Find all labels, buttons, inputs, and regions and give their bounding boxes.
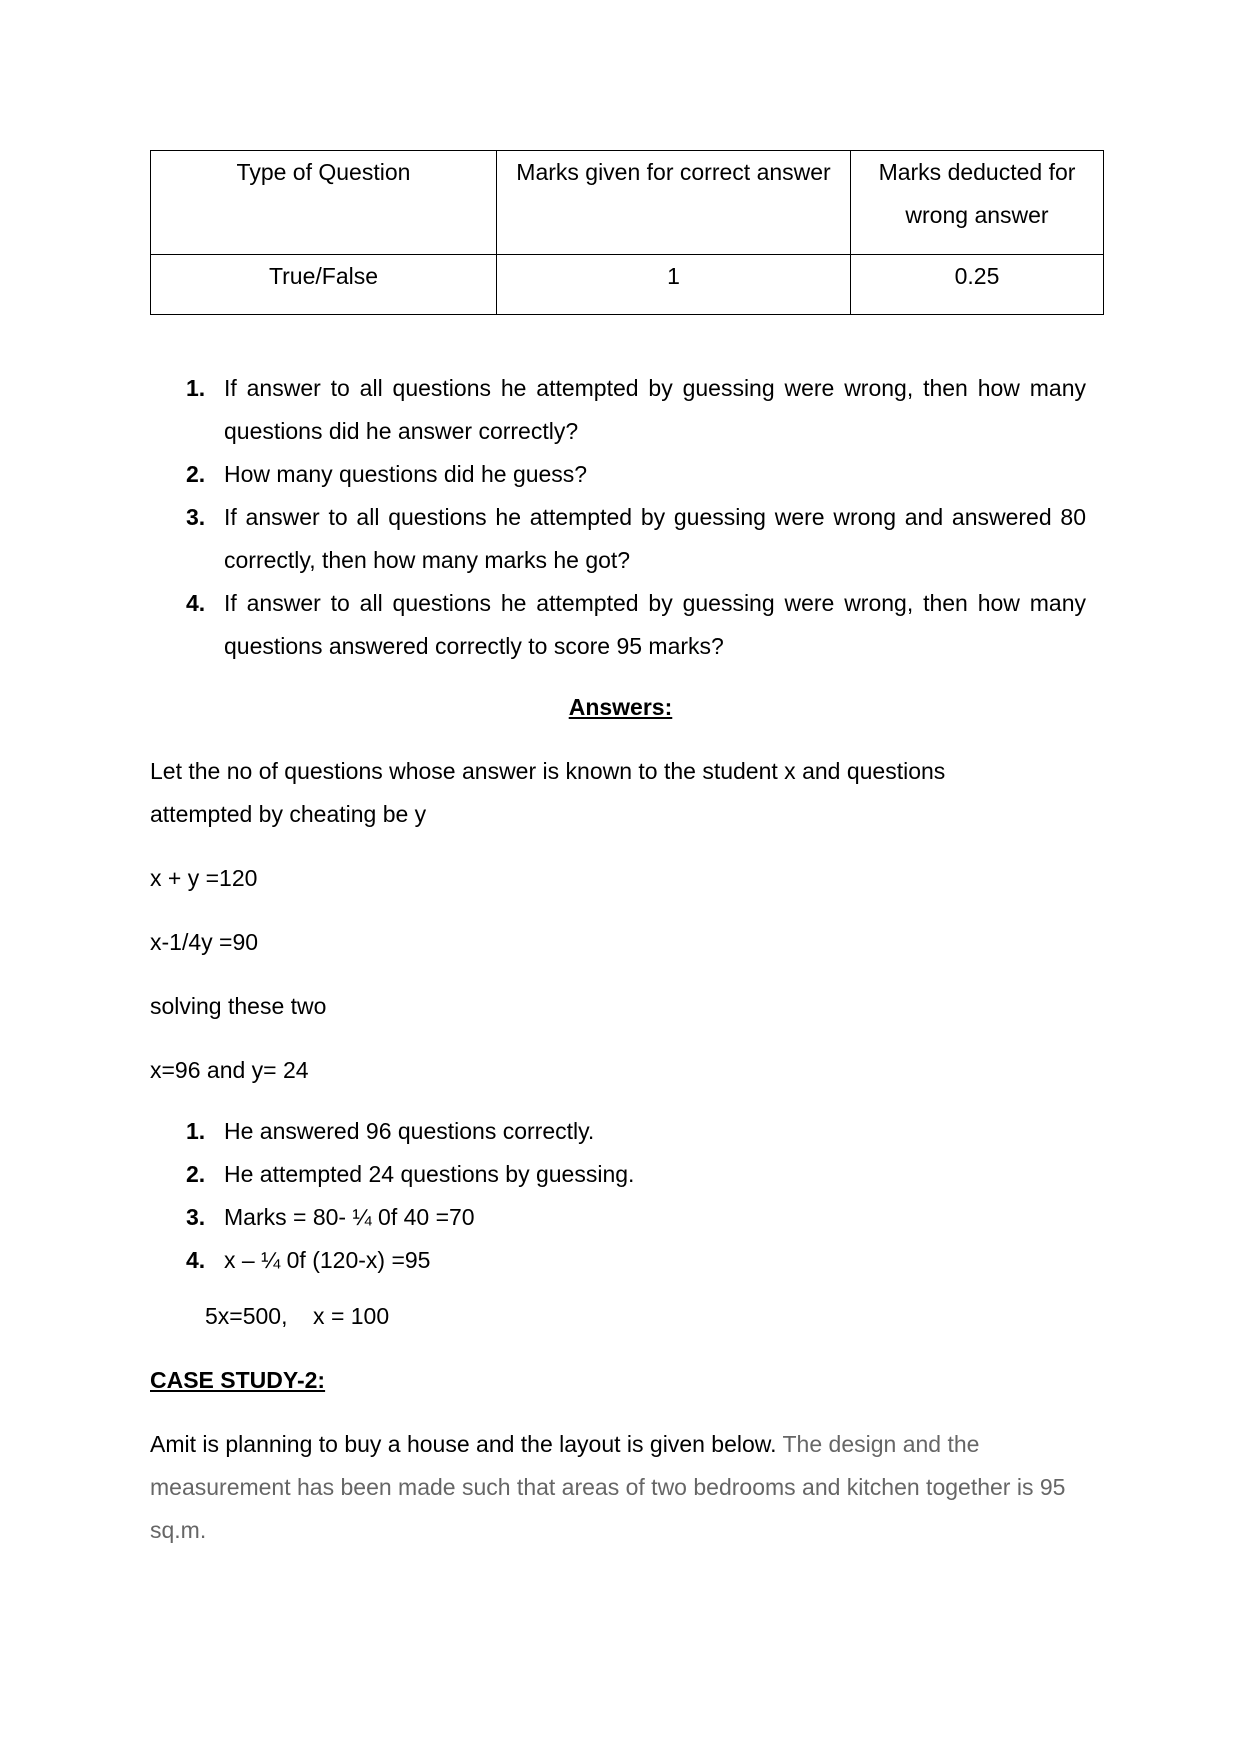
- list-item: [186, 1196, 1086, 1239]
- question-list: [186, 367, 1086, 668]
- list-number: 2.: [186, 1161, 206, 1187]
- table-header-cell: Marks given for correct answer: [497, 151, 851, 255]
- answers-heading: Answers:: [568, 694, 673, 720]
- table-row: [151, 255, 1104, 315]
- case-study-heading: CASE STUDY-2:: [150, 1367, 326, 1393]
- list-item: [186, 367, 1086, 453]
- answer-text: Marks = 80- ¼ 0f 40 =70: [224, 1204, 475, 1230]
- question-text: If answer to all questions he attempted by guessing were wrong, then how many questions answered correctly to score 95 marks?: [224, 590, 1086, 659]
- list-item: [186, 1153, 1086, 1196]
- case-study-text: Amit is planning to buy a house and the layout is given below.: [150, 1431, 777, 1457]
- list-number: 4.: [186, 590, 206, 616]
- question-text: If answer to all questions he attempted by guessing were wrong, then how many questions did he answer correctly?: [224, 375, 1086, 444]
- question-text: If answer to all questions he attempted by guessing were wrong and answered 80 correctly, then how many marks he got?: [224, 504, 1086, 573]
- answer-text: x – ¼ 0f (120-x) =95: [224, 1247, 431, 1273]
- list-item: [186, 1110, 1086, 1153]
- solution-text: x=96 and y= 24: [150, 1057, 309, 1083]
- marks-table: [150, 150, 1104, 315]
- question-text: How many questions did he guess?: [224, 461, 588, 487]
- table-header-cell: Marks deducted for wrong answer: [851, 151, 1104, 255]
- case-study-text-grey: The design and the measurement has been made such that areas of two bedrooms and kitchen together is 95 sq.m.: [150, 1431, 1066, 1543]
- list-item: [186, 496, 1086, 582]
- list-number: 2.: [186, 461, 206, 487]
- answer-text: He attempted 24 questions by guessing.: [224, 1161, 635, 1187]
- intro-line: attempted by cheating be y: [150, 801, 427, 827]
- table-header-cell: Type of Question: [151, 151, 497, 255]
- table-header-row: [151, 151, 1104, 255]
- list-item: [186, 1239, 1086, 1282]
- list-item: [186, 582, 1086, 668]
- solving-text: solving these two: [150, 993, 327, 1019]
- equation-1: x + y =120: [150, 865, 258, 891]
- list-number: 1.: [186, 375, 206, 401]
- list-item: [186, 453, 1086, 496]
- list-number: 1.: [186, 1118, 206, 1144]
- table-cell: 0.25: [851, 255, 1104, 315]
- case-study-paragraph: [150, 1423, 1090, 1552]
- final-solution: 5x=500, x = 100: [205, 1303, 390, 1329]
- answer-text: He answered 96 questions correctly.: [224, 1118, 595, 1144]
- equation-2: x-1/4y =90: [150, 929, 259, 955]
- list-number: 3.: [186, 1204, 206, 1230]
- answer-list: [186, 1110, 1086, 1282]
- list-number: 3.: [186, 504, 206, 530]
- table-cell: True/False: [151, 255, 497, 315]
- list-number: 4.: [186, 1247, 206, 1273]
- intro-line: Let the no of questions whose answer is known to the student x and questions: [150, 758, 946, 784]
- table-cell: 1: [497, 255, 851, 315]
